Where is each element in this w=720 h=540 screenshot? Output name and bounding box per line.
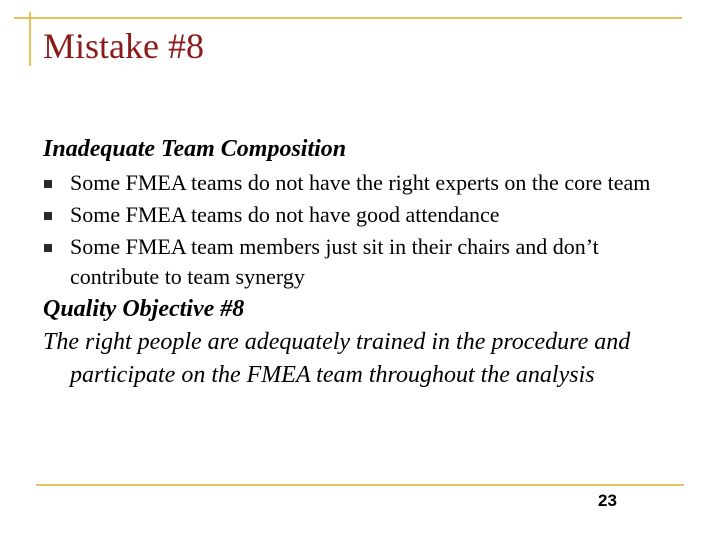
- list-item: [43, 232, 673, 292]
- left-divider: [29, 12, 31, 66]
- objective-heading: Quality Objective #8: [43, 296, 245, 322]
- list-item: [43, 168, 673, 198]
- top-divider: [14, 17, 682, 19]
- square-bullet-icon: [44, 180, 52, 188]
- mistake-heading: Inadequate Team Composition: [43, 136, 347, 162]
- bullet-text: Some FMEA team members just sit in their chairs and don’t contribute to team synergy: [70, 234, 599, 289]
- slide-title: Mistake #8: [43, 26, 204, 66]
- bottom-divider: [36, 484, 684, 486]
- slide-body: [43, 134, 673, 392]
- list-item: [43, 200, 673, 230]
- bullet-text: Some FMEA teams do not have the right experts on the core team: [70, 170, 651, 195]
- bullet-list: [43, 168, 673, 292]
- objective-text: The right people are adequately trained in the procedure and participate on the FMEA team throughout the analysis: [43, 329, 631, 388]
- page-number: 23: [598, 491, 617, 510]
- bullet-text: Some FMEA teams do not have good attendance: [70, 202, 500, 227]
- square-bullet-icon: [44, 212, 52, 220]
- square-bullet-icon: [44, 244, 52, 252]
